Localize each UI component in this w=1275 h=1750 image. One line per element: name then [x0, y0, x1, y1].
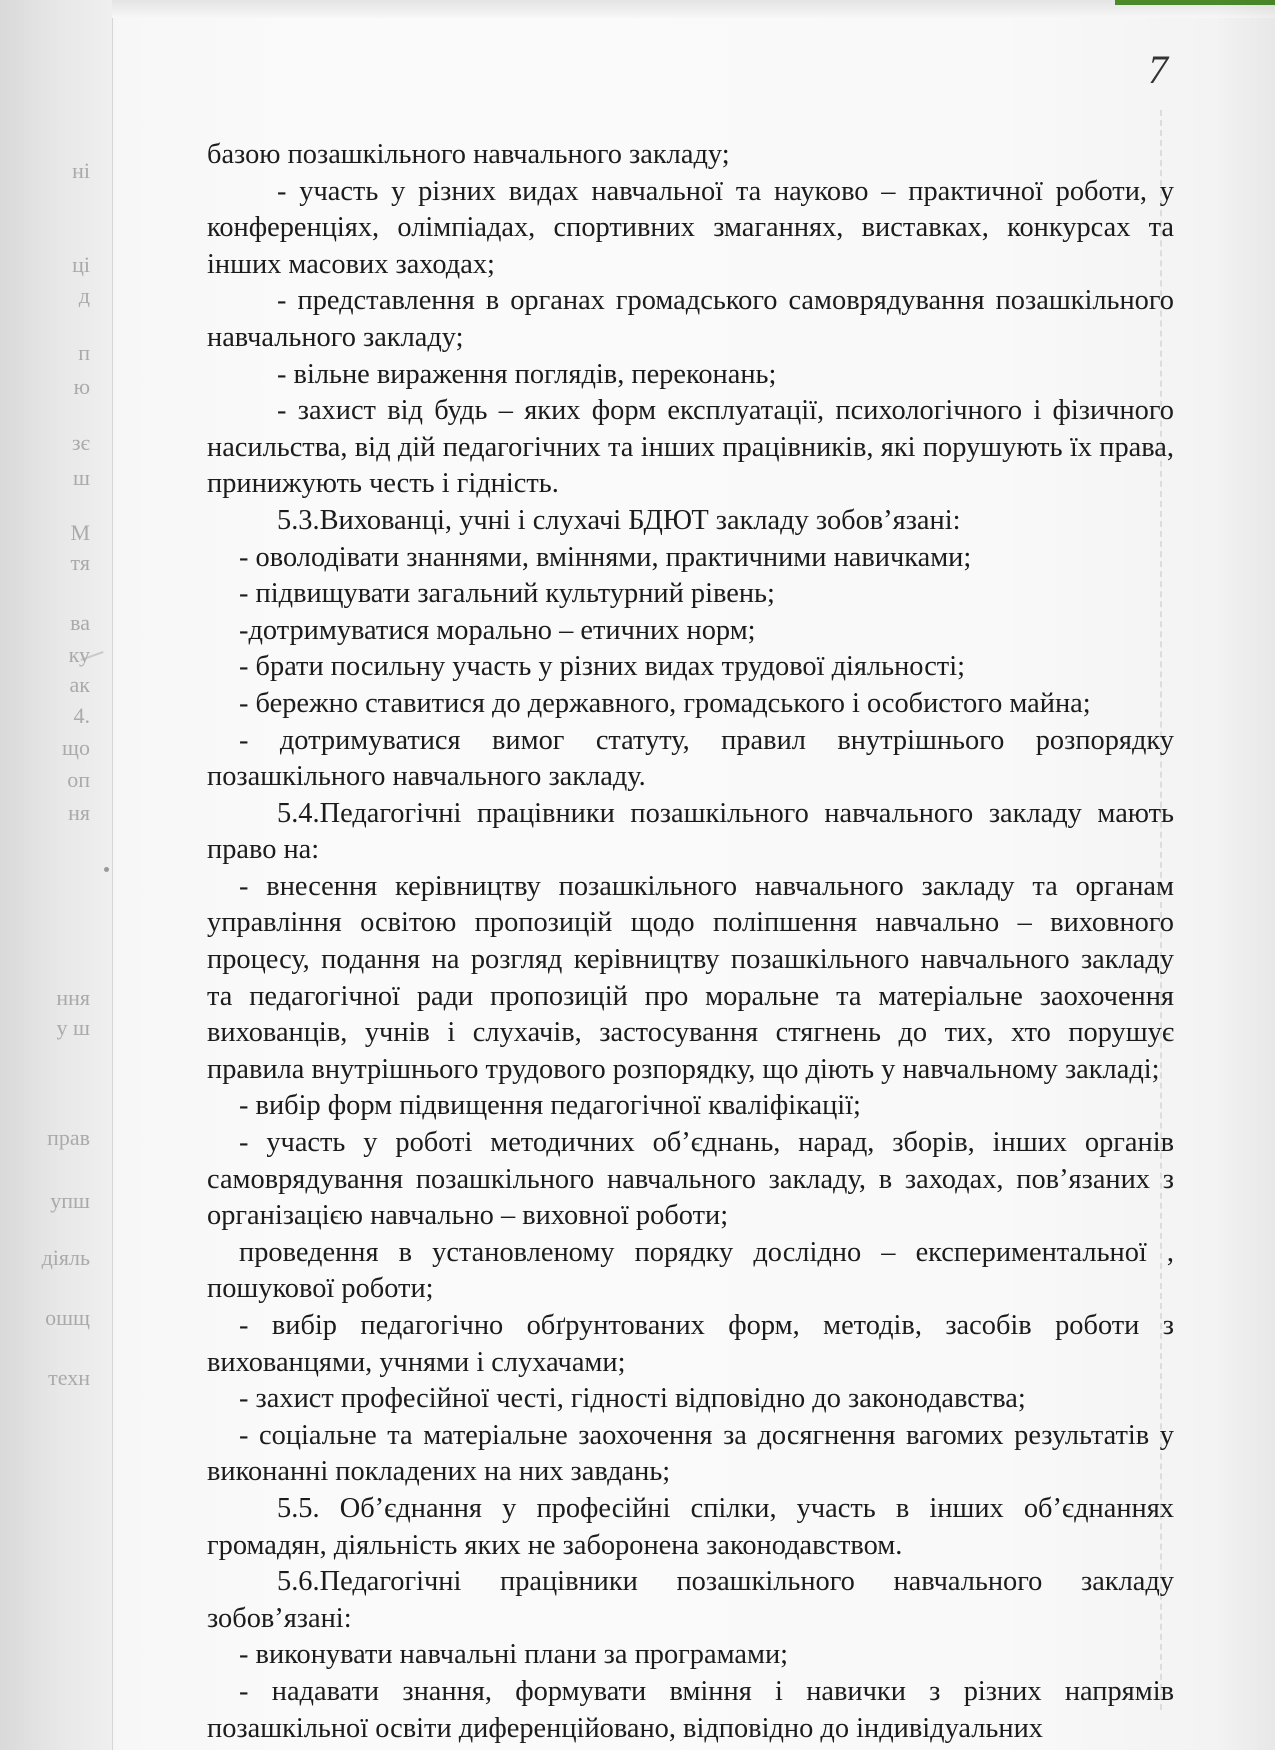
bleed-fragment: зє	[71, 430, 90, 455]
paragraph: - участь у різних видах навчальної та науково – практичної роботи, у конференціях, олімпіадах, спортивних змаганнях, виставках, конкурсах та інших масових заходах;	[207, 175, 1174, 280]
paragraph: - надавати знання, формувати вміння і навички з різних напрямів позашкільної освіти диференційовано, відповідно до індивідуальних	[207, 1675, 1174, 1744]
paragraph: 5.4.Педагогічні працівники позашкільного навчального закладу мають право на:	[207, 797, 1174, 866]
paragraph: - соціальне та матеріальне заохочення за досягнення вагомих результатів у виконанні покладених на них завдань;	[207, 1419, 1174, 1488]
paragraph: - дотримуватися вимог статуту, правил внутрішнього розпорядку позашкільного навчального закладу.	[207, 724, 1174, 793]
page-number: 7	[1148, 47, 1168, 92]
bleed-fragment: 4.	[73, 703, 90, 728]
bleed-fragment: ш	[73, 465, 90, 490]
paragraph: базою позашкільного навчального закладу;	[207, 139, 730, 170]
paragraph: - захист професійної честі, гідності відповідно до законодавства;	[239, 1383, 1026, 1415]
bleed-fragment: оп	[67, 767, 90, 792]
bleed-fragment: п	[78, 340, 90, 365]
bleed-fragment: тя	[70, 550, 90, 575]
bleed-fragment: упш	[50, 1188, 90, 1213]
paragraph: - представлення в органах громадського самоврядування позашкільного навчального закладу;	[207, 285, 1174, 353]
paragraph: - захист від будь – яких форм експлуатації, психологічного і фізичного насильства, від дій педагогічних та інших працівників, які порушують їх права, принижують честь і гідність.	[207, 395, 1174, 500]
paragraph: - участь у роботі методичних об’єднань, нарад, зборів, інших органів самоврядування позашкільного навчального закладу, в заходах, пов’язаних з організацією навчально – виховної роботи;	[207, 1127, 1174, 1232]
bleed-fragment: ва	[70, 610, 90, 635]
bleed-fragment: ня	[68, 800, 90, 825]
bleed-fragment: ння	[56, 985, 90, 1010]
paragraph: 5.3.Вихованці, учні і слухачі БДЮТ закладу зобов’язані:	[277, 504, 961, 536]
bleed-fragment: ні	[72, 158, 90, 183]
paragraph: - брати посильну участь у різних видах трудової діяльності;	[239, 651, 965, 683]
paragraph: - внесення керівництву позашкільного навчального закладу та органам управління освітою пропозицій щодо поліпшення навчально – виховного процесу, подання на розгляд керівництву позашкільного навчального закладу та педагогічної ради пропозицій про моральне та матеріальне заохочення вихованців, учнів і слухачів, застосування стягнень до тих, хто порушує правила внутрішнього трудового розпорядку, що діють у навчальному закладі;	[207, 870, 1174, 1085]
bleed-fragment: д	[78, 283, 90, 308]
paper-spot	[104, 867, 109, 872]
paragraph: 5.5. Об’єднання у професійні спілки, участь в інших об’єднаннях громадян, діяльність яких не заборонена законодавством.	[207, 1492, 1174, 1561]
bleed-fragment: що	[62, 735, 90, 760]
paragraph: проведення в установленому порядку дослідно – експериментальної , пошукової роботи;	[207, 1236, 1174, 1305]
bleed-fragment: техн	[48, 1365, 90, 1390]
paragraph: - вибір педагогічно обґрунтованих форм, методів, засобів роботи з вихованцями, учнями і слухачами;	[207, 1310, 1174, 1378]
paragraph: - вибір форм підвищення педагогічної кваліфікації;	[239, 1090, 861, 1122]
bleed-fragment: ку	[68, 642, 90, 667]
paragraph: - підвищувати загальний культурний рівень;	[239, 578, 775, 610]
paragraph: - виконувати навчальні плани за програмами;	[239, 1639, 789, 1671]
bleed-fragment: діяль	[41, 1245, 90, 1270]
bleed-fragment: ак	[69, 672, 90, 697]
bleed-fragment: М	[70, 520, 90, 545]
paragraph: - вільне вираження поглядів, переконань;	[277, 358, 777, 390]
bleed-fragment: прав	[47, 1125, 90, 1150]
paragraph: - оволодівати знаннями, вміннями, практичними навичками;	[239, 541, 972, 573]
bleed-fragment: у ш	[56, 1015, 90, 1040]
paragraph: - бережно ставитися до державного, громадського і особистого майна;	[239, 687, 1091, 719]
right-shadow	[1215, 0, 1275, 1750]
bleed-fragment: ю	[73, 374, 90, 399]
body-text	[207, 137, 1174, 1747]
bleed-fragment: ці	[72, 252, 90, 277]
paragraph: 5.6.Педагогічні працівники позашкільного навчального закладу зобов’язані:	[207, 1566, 1174, 1634]
bleed-fragment: ошщ	[45, 1305, 90, 1330]
top-edge-shadow	[112, 0, 1275, 18]
paragraph: -дотримуватися морально – етичних норм;	[239, 614, 756, 646]
